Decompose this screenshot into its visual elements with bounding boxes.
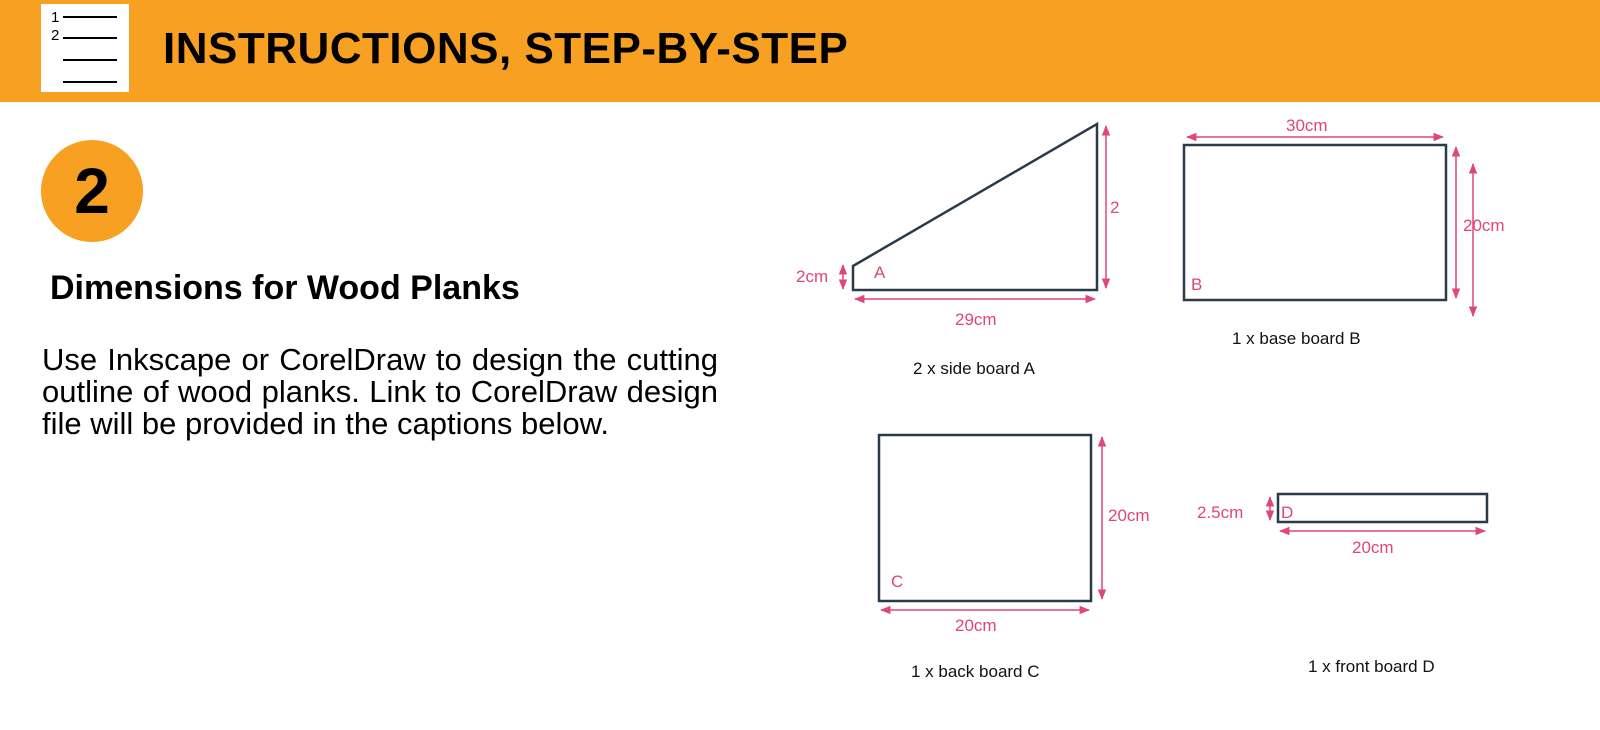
list-line xyxy=(63,59,117,61)
board-c-height-label: 20cm xyxy=(1108,506,1150,525)
numbered-list-icon xyxy=(41,4,129,92)
list-line xyxy=(63,81,117,83)
board-d-letter: D xyxy=(1281,503,1294,522)
board-c-letter: C xyxy=(891,572,904,591)
list-line xyxy=(63,37,117,39)
board-a-length-label: 29cm xyxy=(955,310,997,329)
list-line xyxy=(63,16,117,18)
board-b-caption: 1 x base board B xyxy=(1232,329,1361,348)
board-c-caption: 1 x back board C xyxy=(911,662,1040,681)
back-board-c xyxy=(879,435,1150,681)
board-a-tall-label: 2 xyxy=(1110,198,1120,217)
board-a-caption: 2 x side board A xyxy=(913,359,1035,378)
board-c-outline xyxy=(879,435,1091,601)
list-number-2: 2 xyxy=(51,27,60,44)
step-description: Use Inkscape or CorelDraw to design the cutting outline of wood planks. Link to CorelDraw design file will be provided in the captions below. xyxy=(42,342,718,441)
page-title: INSTRUCTIONS, STEP-BY-STEP xyxy=(163,24,849,73)
section-heading: Dimensions for Wood Planks xyxy=(50,269,520,307)
board-b-outline xyxy=(1184,145,1446,300)
board-a-height-label: 2cm xyxy=(796,267,829,286)
board-b-letter: B xyxy=(1191,275,1203,294)
base-board-b xyxy=(1184,116,1505,348)
board-a-outline xyxy=(853,124,1097,290)
front-board-d xyxy=(1197,494,1487,676)
board-c-width-label: 20cm xyxy=(955,616,997,635)
board-b-width-label: 30cm xyxy=(1286,116,1328,135)
board-d-width-label: 20cm xyxy=(1352,538,1394,557)
side-board-a xyxy=(796,124,1119,378)
board-b-height-label: 20cm xyxy=(1463,216,1505,235)
board-d-caption: 1 x front board D xyxy=(1308,657,1435,676)
step-number-badge: 2 xyxy=(41,140,143,242)
board-d-height-label: 2.5cm xyxy=(1197,503,1244,522)
list-number-1: 1 xyxy=(51,9,60,26)
board-d-outline xyxy=(1278,494,1487,522)
header-banner xyxy=(0,0,1600,102)
board-a-letter: A xyxy=(874,263,886,282)
wood-plank-dimensions-diagram xyxy=(770,104,1570,704)
